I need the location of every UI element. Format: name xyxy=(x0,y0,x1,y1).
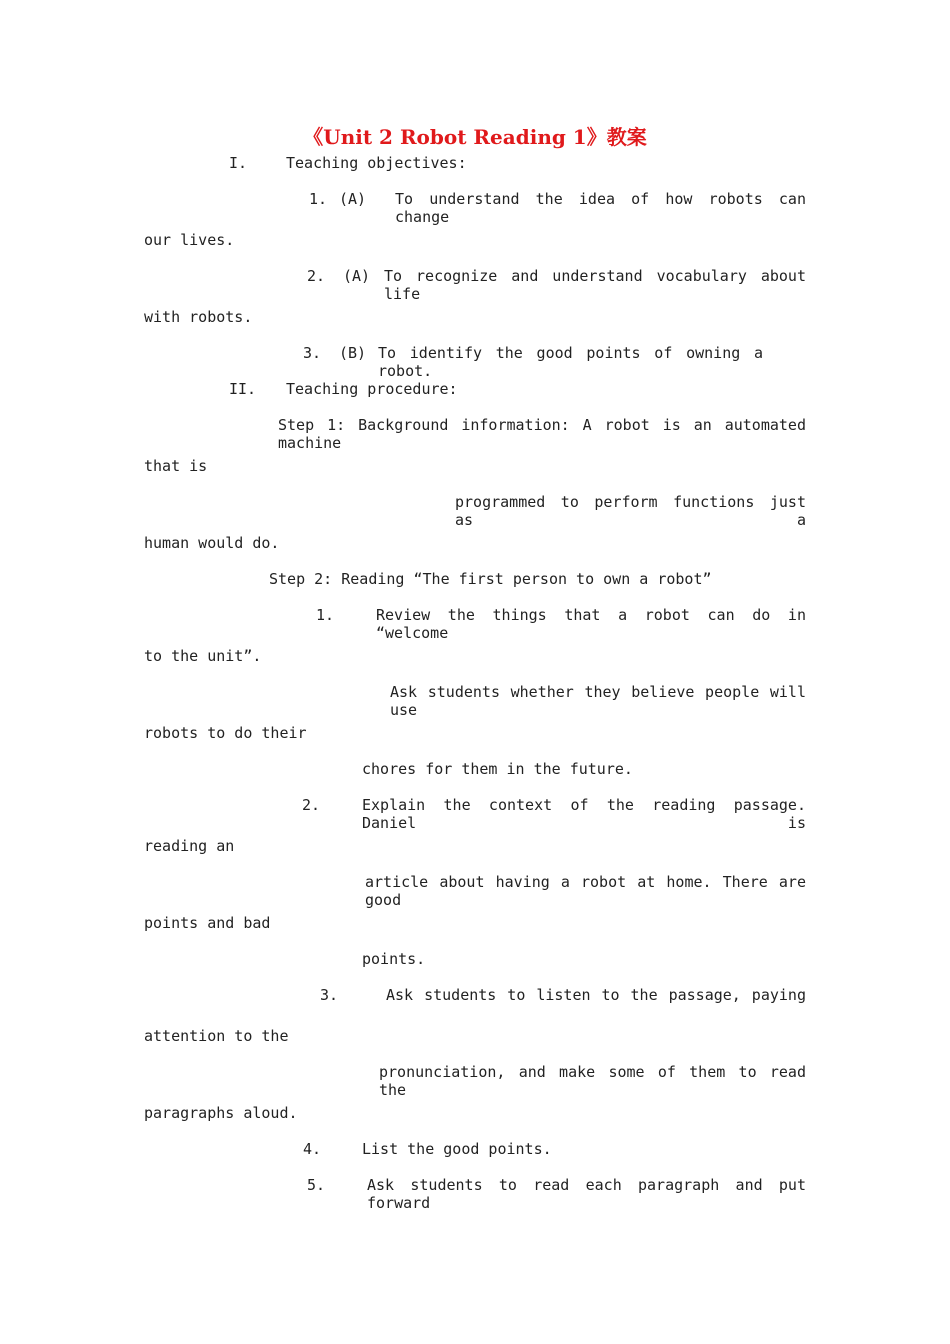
section-number: I. xyxy=(229,154,248,172)
item-text: Ask students to listen to the passage, paying xyxy=(386,986,806,1004)
item-text-cont: points. xyxy=(362,950,426,968)
section-heading: Teaching procedure: xyxy=(286,380,458,398)
item-text-cont: pronunciation, and make some of them to read the xyxy=(379,1063,806,1099)
item-text-cont: chores for them in the future. xyxy=(362,760,633,778)
item-text-cont: robots to do their xyxy=(144,724,307,742)
item-text-cont: paragraphs aloud. xyxy=(144,1104,298,1122)
item-text: Explain the context of the reading passage. Daniel is xyxy=(362,796,806,832)
item-text-cont: article about having a robot at home. There are good xyxy=(365,873,806,909)
objective-text: To understand the idea of how robots can change xyxy=(395,190,806,226)
item-text: Review the things that a robot can do in “welcome xyxy=(376,606,806,642)
item-number: 4. xyxy=(303,1140,322,1158)
objective-number: 3. xyxy=(303,344,322,362)
item-text: List the good points. xyxy=(362,1140,552,1158)
objective-text-cont: with robots. xyxy=(144,308,253,326)
item-text-cont: points and bad xyxy=(144,914,271,932)
item-number: 3. xyxy=(320,986,339,1004)
objective-level: (A) xyxy=(339,190,367,208)
item-text-cont: reading an xyxy=(144,837,235,855)
objective-text: To recognize and understand vocabulary about life xyxy=(384,267,806,303)
page-title: 《Unit 2 Robot Reading 1》教案 xyxy=(303,125,647,149)
step-text: Step 1: Background information: A robot is an automated machine xyxy=(278,416,806,452)
item-text-cont: attention to the xyxy=(144,1027,289,1045)
objective-number: 1. xyxy=(309,190,328,208)
step-text-cont: that is xyxy=(144,457,208,475)
objective-text-cont: our lives. xyxy=(144,231,235,249)
step-text-cont: programmed to perform functions just as a xyxy=(455,493,806,529)
item-number: 2. xyxy=(302,796,321,814)
objective-level: (A) xyxy=(343,267,371,285)
item-number: 5. xyxy=(307,1176,326,1194)
step-heading: Step 2: Reading “The first person to own a robot” xyxy=(269,570,712,588)
item-text: Ask students to read each paragraph and put forward xyxy=(367,1176,806,1212)
objective-level: (B) xyxy=(339,344,367,362)
objective-number: 2. xyxy=(307,267,326,285)
step-text-cont: human would do. xyxy=(144,534,280,552)
objective-text: To identify the good points of owning a robot. xyxy=(378,344,763,380)
item-text-cont: Ask students whether they believe people will use xyxy=(390,683,806,719)
section-number: II. xyxy=(229,380,257,398)
item-number: 1. xyxy=(316,606,335,624)
item-text-cont: to the unit”. xyxy=(144,647,262,665)
section-heading: Teaching objectives: xyxy=(286,154,467,172)
